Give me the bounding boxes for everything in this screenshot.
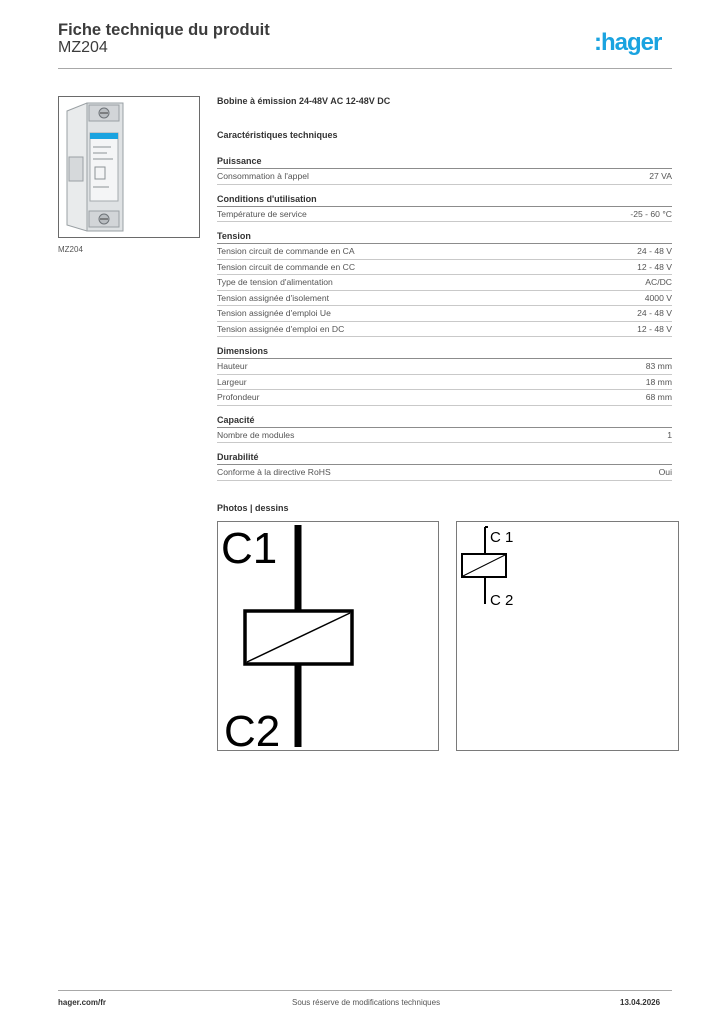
small-label-c2: C 2 <box>490 592 514 609</box>
spec-value: 27 VA <box>649 171 672 181</box>
spec-value: 18 mm <box>645 376 672 387</box>
spec-label: Hauteur <box>217 361 248 371</box>
coil-diagram-small <box>456 521 679 751</box>
device-image <box>59 97 199 237</box>
hager-logo: :hager <box>594 29 662 56</box>
spec-section <box>217 229 672 337</box>
spec-label: Largeur <box>217 376 247 387</box>
footer-divider <box>58 990 672 991</box>
spec-section-title: Dimensions <box>217 344 672 359</box>
photos-label: Photos | dessins <box>217 503 289 513</box>
spec-value: 68 mm <box>645 392 672 402</box>
spec-value: 1 <box>667 429 672 440</box>
terminal-label-c2: C2 <box>224 707 281 750</box>
spec-label: Tension assignée d'emploi en DC <box>217 323 345 334</box>
terminal-label-c1: C1 <box>221 524 278 573</box>
spec-row <box>217 169 672 185</box>
spec-row <box>217 428 672 444</box>
spec-label: Consommation à l'appel <box>217 171 309 181</box>
spec-label: Tension assignée d'isolement <box>217 292 329 303</box>
footer-date: 13.04.2026 <box>620 998 661 1007</box>
footer-disclaimer: Sous réserve de modifications techniques <box>292 998 441 1007</box>
spec-value: 12 - 48 V <box>637 323 672 334</box>
spec-label: Tension assignée d'emploi Ue <box>217 308 331 318</box>
spec-section-title: Capacité <box>217 413 672 428</box>
spec-section <box>217 450 672 481</box>
spec-section-title: Puissance <box>217 154 672 169</box>
spec-section-title: Durabilité <box>217 450 672 465</box>
spec-row <box>217 306 672 322</box>
spec-row <box>217 291 672 307</box>
spec-row <box>217 390 672 406</box>
spec-section <box>217 413 672 444</box>
spec-label: Tension circuit de commande en CC <box>217 261 356 272</box>
coil-diagram-large <box>217 521 439 751</box>
spec-value: 24 - 48 V <box>637 308 672 318</box>
spec-label: Tension circuit de commande en CA <box>217 246 355 256</box>
spec-section-title: Conditions d'utilisation <box>217 192 672 207</box>
spec-value: 4000 V <box>644 292 672 303</box>
spec-row <box>217 375 672 391</box>
spec-row <box>217 207 672 223</box>
spec-label: Nombre de modules <box>217 429 295 440</box>
spec-label: Conforme à la directive RoHS <box>217 467 331 477</box>
spec-section <box>217 344 672 406</box>
spec-row <box>217 244 672 260</box>
footer-website: hager.com/fr <box>58 998 107 1007</box>
spec-value: 83 mm <box>645 361 672 371</box>
spec-value: AC/DC <box>645 277 672 287</box>
specs-heading: Caractéristiques techniques <box>217 130 338 140</box>
product-photo <box>58 96 200 238</box>
spec-row <box>217 275 672 291</box>
spec-row <box>217 359 672 375</box>
spec-table <box>217 154 672 488</box>
spec-row <box>217 260 672 276</box>
spec-label: Type de tension d'alimentation <box>217 277 333 287</box>
photo-caption: MZ204 <box>58 245 83 254</box>
small-label-c1: C 1 <box>490 529 514 546</box>
spec-label: Profondeur <box>217 392 260 402</box>
spec-value: -25 - 60 °C <box>630 208 672 219</box>
spec-value: Oui <box>658 467 672 477</box>
spec-value: 24 - 48 V <box>637 246 672 256</box>
spec-row <box>217 322 672 338</box>
spec-section <box>217 154 672 185</box>
product-description: Bobine à émission 24-48V AC 12-48V DC <box>217 96 391 106</box>
product-code: MZ204 <box>58 39 108 56</box>
page-title: Fiche technique du produit <box>58 21 270 39</box>
spec-value: 12 - 48 V <box>637 261 672 272</box>
spec-section <box>217 192 672 223</box>
spec-row <box>217 465 672 481</box>
spec-section-title: Tension <box>217 229 672 244</box>
spec-label: Température de service <box>217 208 307 219</box>
header-divider <box>58 68 672 69</box>
